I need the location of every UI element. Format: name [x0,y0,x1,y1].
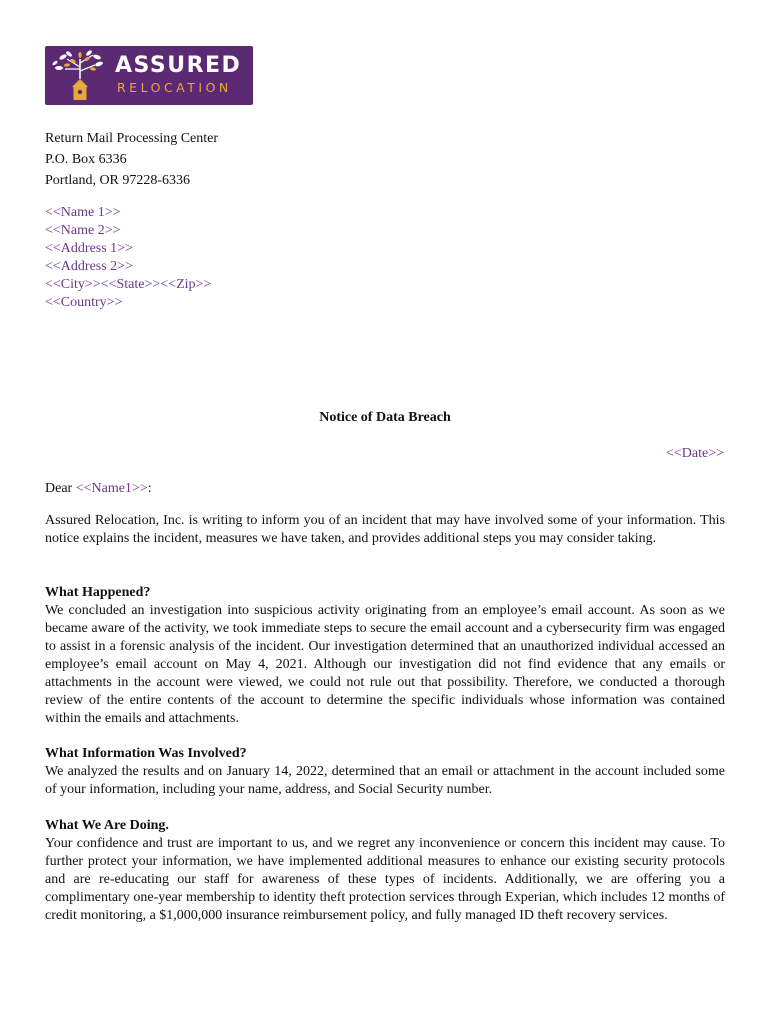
salutation [45,478,152,499]
recipient-address2: <<Address 2>> [45,259,133,274]
section-what-we-are-doing [45,817,725,925]
section-what-information [45,745,725,799]
salutation-suffix: : [147,481,152,496]
recipient-name1: <<Name 1>> [45,205,121,220]
return-address-line: Portland, OR 97228-6336 [45,173,191,188]
company-logo [45,46,253,105]
section-heading: What Happened? [45,585,151,600]
birdhouse-tree-icon [49,49,111,103]
logo-wordmark-secondary: RELOCATION [117,80,232,95]
logo-wordmark-primary: ASSURED [115,53,242,78]
return-address-line: Return Mail Processing Center [45,131,219,146]
section-body: We analyzed the results and on January 14, 2022, determined that an email or attachment in the account included some of your information, including your name, address, and Social Security number. [45,764,725,797]
section-body: We concluded an investigation into suspicious activity originating from an employee’s email account. As soon as we became aware of the activity, we took immediate steps to secure the email account and a cybersecurity firm was engaged to assist in a forensic analysis of the incident. Our investigation determined that an unauthorized individual accessed an employee’s email account on May 4, 2021. Although our investigation did not find evidence that any emails or attachments in the account were viewed, we could not rule out that possibility. Therefore, we conducted a thorough review of the entire contents of the account to determine the specific individuals whose information was contained within the emails and attachments. [45,603,725,726]
intro-paragraph: Assured Relocation, Inc. is writing to inform you of an incident that may have involved some of your information. This notice explains the incident, measures we have taken, and provides additional steps you may consider taking. [45,513,725,546]
salutation-name: <<Name1>> [75,481,148,496]
letter-title: Notice of Data Breach [319,410,451,425]
return-address-line: P.O. Box 6336 [45,152,127,167]
recipient-address [45,204,211,312]
section-body: Your confidence and trust are important to us, and we regret any inconvenience or concern this incident may cause. To further protect your information, we have implemented additional measures to enhance our existing security protocols and are re-educating our staff for awareness of these types of incidents. Additionally, we are offering you a complimentary one-year membership to identity theft protection services through Experian, which includes 12 months of credit monitoring, a $1,000,000 insurance reimbursement policy, and fully managed ID theft recovery services. [45,836,725,923]
recipient-city-state-zip: <<City>><<State>><<Zip>> [45,277,212,292]
recipient-address1: <<Address 1>> [45,241,133,256]
recipient-name2: <<Name 2>> [45,223,121,238]
section-heading: What We Are Doing. [45,818,169,833]
section-heading: What Information Was Involved? [45,746,247,761]
salutation-prefix: Dear [45,481,76,496]
return-address [45,128,218,191]
recipient-country: <<Country>> [45,295,123,310]
section-what-happened [45,584,725,728]
letter-date: <<Date>> [665,446,724,461]
